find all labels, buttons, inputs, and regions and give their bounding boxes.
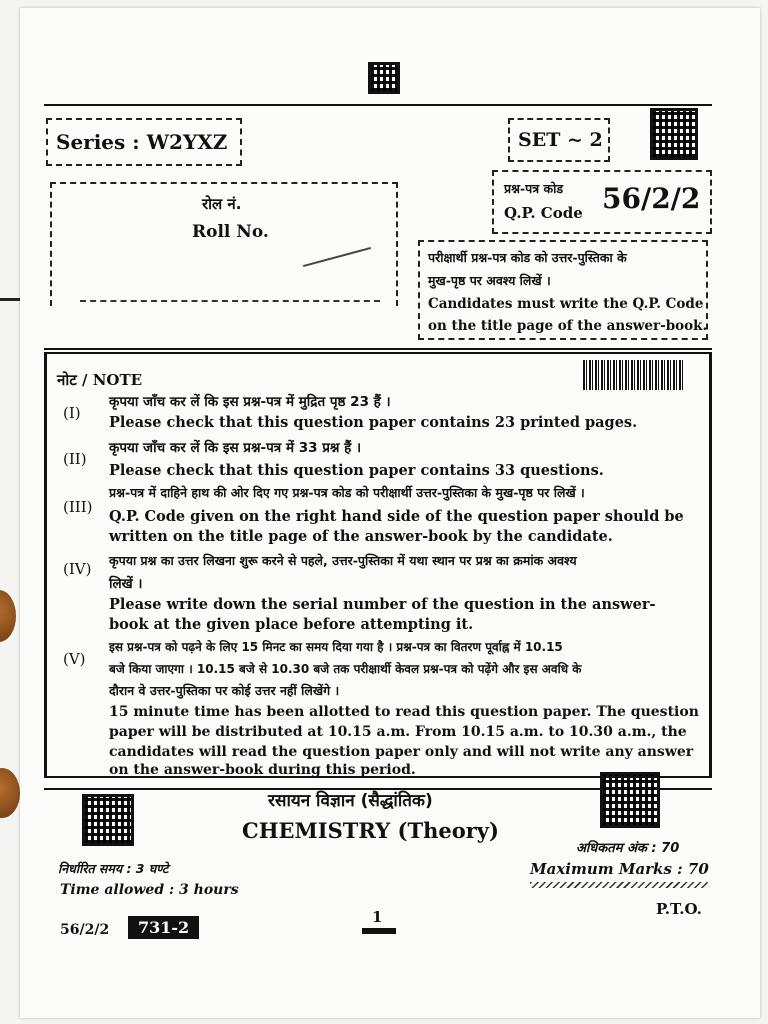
note-line: दौरान वे उत्तर-पुस्तिका पर कोई उत्तर नहीं लिखेंगे । — [109, 683, 340, 698]
note-title: नोट / NOTE — [57, 371, 143, 389]
time-allowed-hindi: निर्धारित समय : 3 घण्टे — [58, 861, 169, 876]
note-line: Please check that this question paper contains 33 questions. — [109, 462, 604, 479]
instruction-english-line: on the title page of the answer-book. — [428, 318, 708, 334]
qr-code-icon — [600, 772, 660, 828]
series-box — [46, 118, 242, 166]
series-label: Series : W2YXZ — [56, 130, 228, 154]
note-number: (III) — [63, 498, 93, 516]
note-line: book at the given place before attempting it. — [109, 616, 474, 633]
note-number: (I) — [63, 404, 81, 422]
note-number: (IV) — [63, 560, 92, 578]
qp-code-label-english: Q.P. Code — [504, 204, 583, 222]
qp-instruction-box — [418, 240, 708, 340]
roll-number-line — [80, 300, 380, 302]
wavy-underline — [530, 882, 708, 888]
time-allowed-english: Time allowed : 3 hours — [60, 882, 239, 898]
qr-code-icon — [368, 62, 400, 94]
note-line: कृपया जाँच कर लें कि इस प्रश्न-पत्र में मुद्रित पृष्ठ 23 हैं । — [109, 394, 391, 410]
note-line: Please check that this question paper contains 23 printed pages. — [109, 414, 638, 431]
finger-shadow — [0, 768, 20, 818]
section-rule — [44, 348, 712, 350]
finger-shadow — [0, 590, 16, 642]
roll-number-box — [50, 182, 398, 306]
note-box — [44, 352, 712, 778]
note-number: (II) — [63, 450, 87, 468]
instruction-english-line: Candidates must write the Q.P. Code — [428, 296, 704, 312]
top-rule — [44, 104, 712, 106]
qp-code-label-hindi: प्रश्न-पत्र कोड — [504, 181, 564, 196]
note-line: कृपया प्रश्न का उत्तर लिखना शुरू करने से पहले, उत्तर-पुस्तिका में यथा स्थान पर प्रश्न का क्रमांक अवश्य — [109, 553, 577, 568]
note-number: (V) — [63, 650, 86, 668]
note-line: Q.P. Code given on the right hand side of the question paper should be — [109, 508, 684, 525]
page-number: 1 — [372, 908, 383, 926]
note-line: कृपया जाँच कर लें कि इस प्रश्न-पत्र में 33 प्रश्न हैं । — [109, 440, 362, 456]
subject-title-english: CHEMISTRY (Theory) — [242, 818, 499, 843]
note-line: paper will be distributed at 10.15 a.m. From 10.15 a.m. to 10.30 a.m., the — [109, 724, 687, 740]
note-line: बजे किया जाएगा । 10.15 बजे से 10.30 बजे तक परीक्षार्थी केवल प्रश्न-पत्र को पढ़ेंगे और इस अवधि के — [109, 662, 582, 676]
note-line: प्रश्न-पत्र में दाहिने हाथ की ओर दिए गए प्रश्न-पत्र कोड को परीक्षार्थी उत्तर-पुस्तिका के मुख-पृष्ठ पर लिखें । — [109, 485, 585, 500]
please-turn-over: P.T.O. — [656, 900, 702, 918]
instruction-hindi-line: परीक्षार्थी प्रश्न-पत्र कोड को उत्तर-पुस्तिका के — [428, 250, 627, 265]
paper-code-box: 731-2 — [128, 916, 199, 939]
subject-title-hindi: रसायन विज्ञान (सैद्धांतिक) — [268, 791, 433, 811]
pen-mark — [303, 247, 371, 267]
set-label: SET ~ 2 — [518, 129, 603, 151]
barcode-icon — [583, 360, 683, 390]
set-box — [508, 118, 610, 162]
note-line: Please write down the serial number of the question in the answer- — [109, 596, 656, 613]
roll-label-english: Roll No. — [192, 222, 269, 242]
qp-code-value: 56/2/2 — [602, 182, 701, 215]
note-line: इस प्रश्न-पत्र को पढ़ने के लिए 15 मिनट का समय दिया गया है । प्रश्न-पत्र का वितरण पूर्वाह्न में 10.15 — [109, 640, 563, 654]
qr-code-icon — [650, 108, 698, 160]
qp-code-box — [492, 170, 712, 234]
page-number-bar — [362, 928, 396, 934]
qr-code-icon — [82, 794, 134, 846]
note-line: candidates will read the question paper only and will not write any answer — [109, 744, 694, 760]
max-marks-hindi: अधिकतम अंक : 70 — [576, 841, 680, 856]
note-line: written on the title page of the answer-book by the candidate. — [109, 528, 613, 545]
instruction-hindi-line: मुख-पृष्ठ पर अवश्य लिखें । — [428, 273, 551, 288]
roll-label-hindi: रोल नं. — [202, 195, 242, 213]
paper-code: 56/2/2 — [60, 922, 110, 938]
question-paper — [20, 8, 760, 1018]
max-marks-english: Maximum Marks : 70 — [530, 860, 709, 878]
note-line: 15 minute time has been allotted to read this question paper. The question — [109, 704, 699, 720]
note-line: on the answer-book during this period. — [109, 762, 416, 778]
note-line: लिखें । — [109, 576, 143, 592]
